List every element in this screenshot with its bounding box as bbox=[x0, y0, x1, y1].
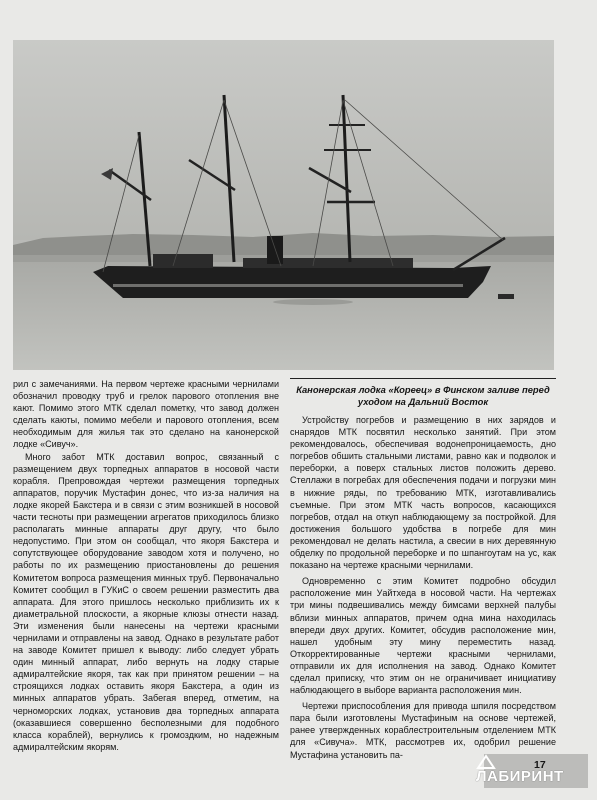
paragraph: рил с замечаниями. На первом чертеже красными чернилами обозначил проводку труб и грелок парового отопления вне кают. Помимо этого МТК сделал пометку, что завод должен сделать каюты, помимо мебели и парового отопления, всем необходимым для жилья так это сделано на канонерской лодке «Сивуч». bbox=[13, 379, 279, 450]
paragraph: Устройству погребов и размещению в них зарядов и снарядов МТК посвятил несколько занятий. При этом рекомендовалось, обеспечивая водонепроницаемость, дно погребов обшить стальными листами, равно как и подволок и переборки, а поверх стальных листов положить дерево. Стеллажи в погребах для обеспечения подачи и погрузки мин в нижние ряды, по требованию МТК, изготавливались съемные. При этом МТК часть вопросов, касающихся погребов, отдал на откуп наблюдающему за постройкой. Для достижения большого удобства в погребе для мин рекомендовал не делать настила, а свесии в них деревянную обделку по продольной переборке и по шпангоутам на ус, как показано на чертеже красными чернилами. bbox=[290, 415, 556, 571]
ship-photograph bbox=[13, 40, 554, 370]
caption-rule bbox=[290, 378, 556, 379]
caption-text: Канонерская лодка «Кореец» в Финском заливе перед уходом на Дальний Восток bbox=[296, 384, 550, 407]
paragraph: Много забот МТК доставил вопрос, связанный с размещением двух торпедных аппаратов в носовой части корабля. Препровождая чертежи размещения торпедных аппаратов, поручик Мустафин донес, что из-за наличия на лодке якорей Бакстера и в связи с этим возникшей в носовой части тесноты при размещении агрегатов приходилось близко располагать минные аппараты друг другу, что было недопустимо. При этом он сообщал, что якоря Бакстера и сопутствующее оборудование заводом хотя и получено, но работы по их размещению приостановлены до решения Комитетом вопроса размещения минных труб. Первоначально Комитет сообщил в ГУКиС о своем решении разместить два аппарата. Для этого пришлось несколько приблизить их к диаметральной плоскости, а якорные клюзы отнести назад. Эти изменения были нанесены на чертежи красными чернилами и отправлены на завод. Однако в результате работ на заводе Комитет пришел к выводу: либо следует убрать один минный аппарат, либо вернуть на лодку старые адмиралтейские якоря, так как при принятом решении – на строящихся лодках оставить якоря Бакстера, а один из минных аппаратов убрать. Забегая вперед, отметим, на черноморских лодках, установив два торпедных аппарата (оказавшиеся совершенно бесполезными для подобного класса кораблей), вернулись к громоздким, но надежным адмиралтейским якорям. bbox=[13, 451, 279, 752]
photo-caption bbox=[290, 378, 556, 408]
page-number: 17 bbox=[534, 759, 546, 771]
right-text-column bbox=[290, 378, 556, 761]
left-text-column bbox=[13, 378, 279, 753]
gunboat-photo-illustration bbox=[13, 40, 554, 370]
paragraph: Чертежи приспособления для привода шпиля посредством пара были изготовлены Мустафиным на основе чертежей, ранее утвержденных кораблестроительным отделением МТК для «Сивуча». МТК, рассмотрев их, одобрил решение Мустафина установить па- bbox=[290, 701, 556, 760]
watermark: ЛАБИРИНТ bbox=[476, 768, 564, 785]
paragraph: Одновременно с этим Комитет подробно обсудил расположение мин Уайтхеда в носовой части. На чертежах три мины подвешивались между бимсами верхней палубы вблизи минных аппаратов, причем одна мина находилась впереди двух других. Комитет, обсудив расположение мин, нашел удобным эту мину переместить назад. Откорректированные чертежи красными чернилами, отправили их для исполнения на завод. Однако Комитет сделал приписку, что этим он не ограничивает инициативу наблюдающего в выборе варианта расположения мин. bbox=[290, 576, 556, 696]
